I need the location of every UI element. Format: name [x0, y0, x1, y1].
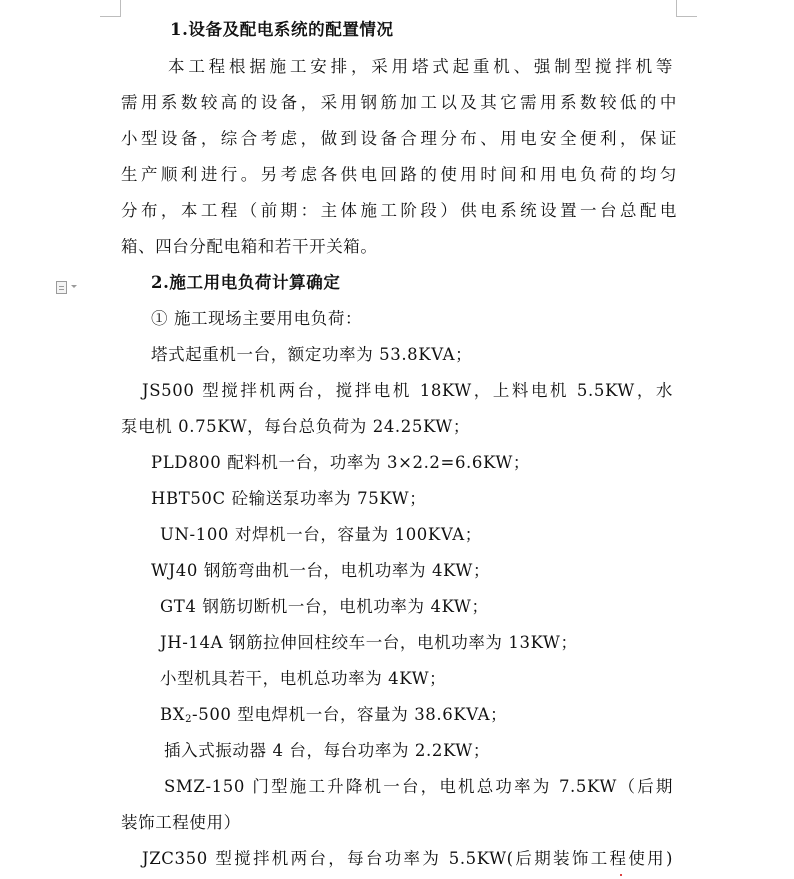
- crop-mark-top-left: [100, 0, 121, 17]
- list-item: UN-100 对焊机一台，容量为 100KVA；: [160, 525, 482, 544]
- paragraph-line: 生产顺利进行。另考虑各供电回路的使用时间和用电负荷的均匀: [121, 165, 677, 184]
- list-item: SMZ-150 门型施工升降机一台，电机总功率为 7.5KW（后期: [164, 777, 673, 796]
- paragraph-line: 分布，本工程（前期：主体施工阶段）供电系统设置一台总配电: [121, 201, 677, 220]
- list-item: 小型机具若干，电机总功率为 4KW；: [160, 669, 447, 688]
- subscript: 2: [185, 714, 193, 725]
- list-item: 泵电机 0.75KW，每台总负荷为 24.25KW；: [121, 417, 470, 436]
- spellcheck-mark: [620, 874, 622, 876]
- section-heading-2: 2.施工用电负荷计算确定: [151, 273, 341, 292]
- section-heading-1: 1.设备及配电系统的配置情况: [170, 20, 394, 39]
- list-item: 塔式起重机一台，额定功率为 53.8KVA；: [151, 345, 473, 364]
- list-intro: ① 施工现场主要用电负荷：: [151, 309, 363, 328]
- list-item: JZC350 型搅拌机两台，每台功率为 5.5KW(后期装饰工程使用): [142, 849, 673, 868]
- model-suffix: -500 型电焊机一台，容量为 38.6KVA；: [192, 705, 508, 724]
- paragraph-line: 本工程根据施工安排，采用塔式起重机、强制型搅拌机等: [168, 57, 673, 76]
- chevron-down-icon[interactable]: [71, 285, 77, 288]
- crop-mark-top-right: [676, 0, 697, 17]
- list-item: JS500 型搅拌机两台，搅拌电机 18KW，上料电机 5.5KW，水: [142, 381, 673, 400]
- paragraph-line: 箱、四台分配电箱和若干开关箱。: [121, 237, 378, 256]
- paragraph-line: 小型设备，综合考虑，做到设备合理分布、用电安全便利，保证: [121, 129, 677, 148]
- list-item: WJ40 钢筋弯曲机一台，电机功率为 4KW；: [151, 561, 491, 580]
- list-item: [160, 705, 507, 730]
- paragraph-options-icon[interactable]: [56, 281, 67, 294]
- list-item: PLD800 配料机一台，功率为 3×2.2=6.6KW；: [151, 453, 530, 472]
- model-prefix: BX: [160, 705, 186, 724]
- paragraph-line: 需用系数较高的设备，采用钢筋加工以及其它需用系数较低的中: [121, 93, 677, 112]
- list-item: 装饰工程使用）: [121, 813, 241, 832]
- list-item: 插入式振动器 4 台，每台功率为 2.2KW；: [164, 741, 490, 760]
- list-item: GT4 钢筋切断机一台，电机功率为 4KW；: [160, 597, 489, 616]
- list-item: JH-14A 钢筋拉伸回柱绞车一台，电机功率为 13KW；: [160, 633, 578, 652]
- list-item: HBT50C 砼输送泵功率为 75KW；: [151, 489, 427, 508]
